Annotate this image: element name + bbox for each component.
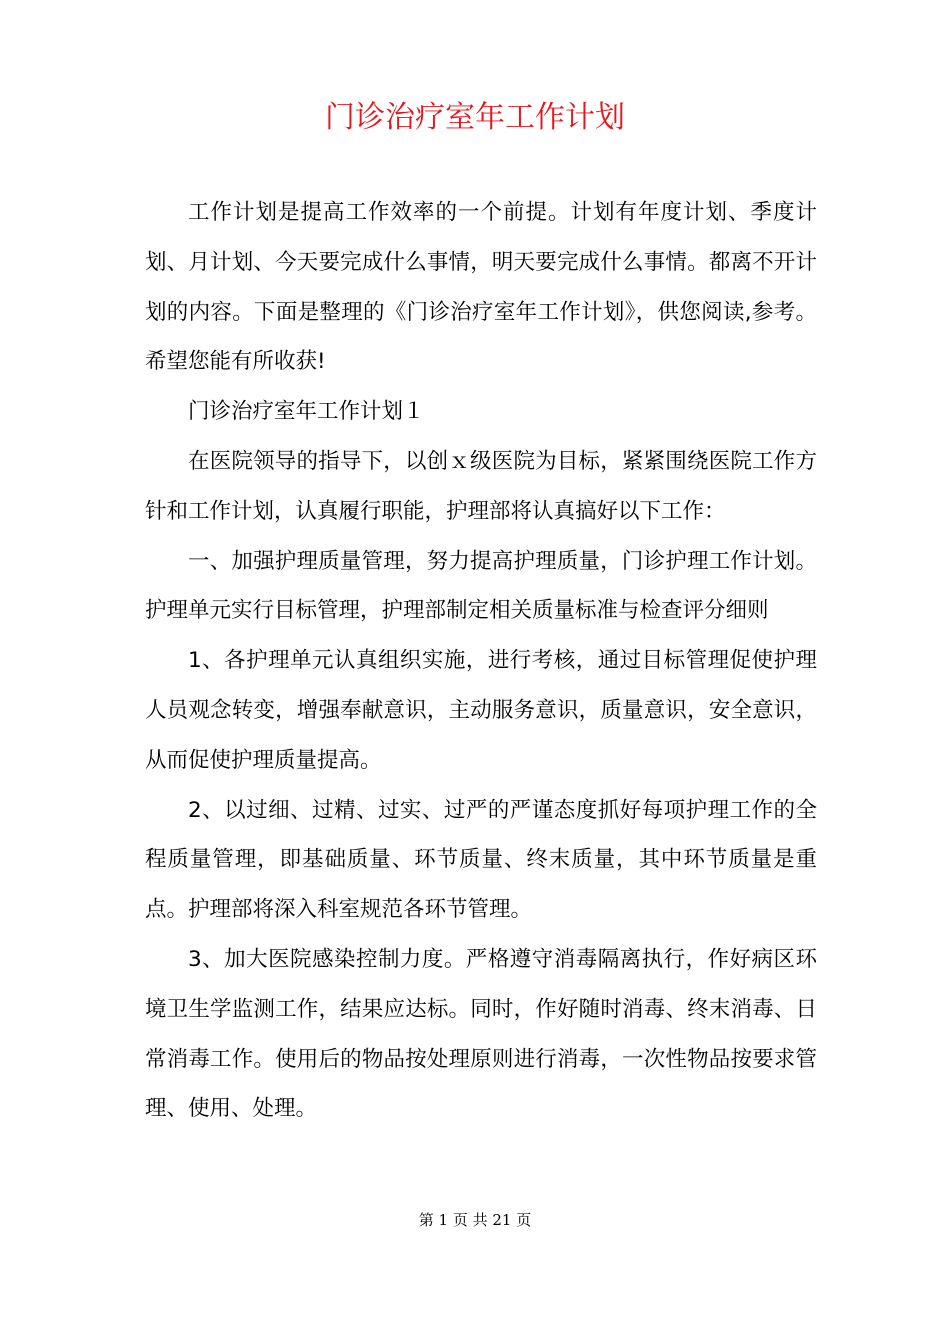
paragraph-item-3: 3、加大医院感染控制力度。严格遵守消毒隔离执行，作好病区环境卫生学监测工作，结果应达标。同时，作好随时消毒、终末消毒、日常消毒工作。使用后的物品按处理原则进行消毒，一次性物品按要求管理、使用、处理。 xyxy=(145,946,817,1122)
paragraph-intro: 工作计划是提高工作效率的一个前提。计划有年度计划、季度计划、月计划、今天要完成什么事情，明天要完成什么事情。都离不开计划的内容。下面是整理的《门诊治疗室年工作计划》，供您阅读,参考。希望您能有所收获! xyxy=(145,200,817,375)
paragraph-item-2: 2、以过细、过精、过实、过严的严谨态度抓好每项护理工作的全程质量管理，即基础质量、环节质量、终末质量，其中环节质量是重点。护理部将深入科室规范各环节管理。 xyxy=(145,797,817,923)
document-title: 门诊治疗室年工作计划 xyxy=(325,100,625,135)
page-number-footer: 第 1 页 共 21 页 xyxy=(418,1211,532,1229)
paragraph-section-heading: 门诊治疗室年工作计划１ xyxy=(188,399,425,425)
paragraph-overview: 在医院领导的指导下，以创ｘ级医院为目标，紧紧围绕医院工作方针和工作计划，认真履行职能，护理部将认真搞好以下工作： xyxy=(145,448,817,524)
paragraph-item-1: 1、各护理单元认真组织实施，进行考核，通过目标管理促使护理人员观念转变，增强奉献意识，主动服务意识，质量意识，安全意识，从而促使护理质量提高。 xyxy=(145,648,817,773)
document-body xyxy=(145,188,817,1134)
paragraph-point-one: 一、加强护理质量管理，努力提高护理质量，门诊护理工作计划。护理单元实行目标管理，护理部制定相关质量标准与检查评分细则 xyxy=(145,548,817,624)
